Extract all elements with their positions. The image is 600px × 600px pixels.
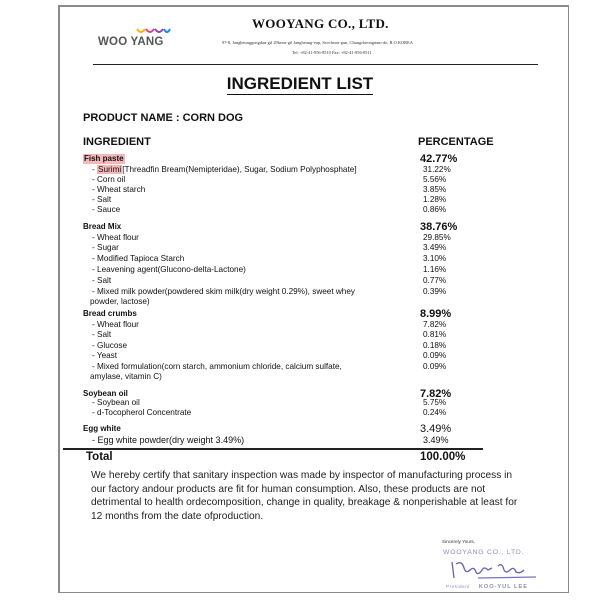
ingredient-percentage: 0.77% xyxy=(423,276,447,285)
ingredient-percentage: 3.49% xyxy=(423,435,449,445)
signature-company: WOOYANG CO., LTD. xyxy=(443,549,525,556)
ingredient-percentage: 3.85% xyxy=(423,185,447,194)
ingredient-percentage: 7.82% xyxy=(423,320,447,329)
ingredient-row: - Egg white powder(dry weight 3.49%) 3.49% xyxy=(92,435,449,445)
ingredient-name: Modified Tapioca Starch xyxy=(97,254,185,263)
ingredient-name: Wheat flour xyxy=(97,233,139,242)
ingredient-percentage: 5.56% xyxy=(423,175,447,184)
ingredient-name: Salt xyxy=(97,195,112,204)
signatory-name: KOO-YUL LEE xyxy=(478,584,528,590)
handwritten-signature-icon xyxy=(448,558,538,582)
ingredient-percentage: 0.09% xyxy=(423,351,447,360)
ingredient-row: - Mixed formulation(corn starch, ammonium chloride, calcium sulfate, 0.09% xyxy=(92,362,447,371)
ingredient-percentage: 0.39% xyxy=(423,287,447,296)
company-name: WOOYANG CO., LTD. xyxy=(252,16,389,31)
ingredient-percentage: 31.22% xyxy=(423,165,451,174)
ingredient-percentage: 3.49% xyxy=(423,243,447,252)
category-row xyxy=(0,154,600,164)
ingredient-row-continued xyxy=(0,372,600,382)
ingredient-name: Wheat flour xyxy=(97,320,139,329)
category-percentage: 7.82% xyxy=(420,388,452,400)
ingredient-row: - Modified Tapioca Starch 3.10% xyxy=(92,254,447,263)
category-name: Bread crumbs xyxy=(83,309,137,318)
ingredient-row: - Wheat flour 7.82% xyxy=(92,320,447,329)
category-name: Bread Mix xyxy=(83,222,122,231)
ingredient-name: Yeast xyxy=(96,351,118,360)
ingredient-name: Sauce xyxy=(97,205,121,214)
ingredient-row: - Salt 0.77% xyxy=(92,276,447,285)
ingredient-percentage: 1.16% xyxy=(423,265,447,274)
ingredient-name: Salt xyxy=(97,276,112,285)
category-row xyxy=(0,309,600,319)
category-row xyxy=(0,222,600,232)
company-address: 97-8, Jangheunggongdan-gil 29beon-gil Jangheung-eup, Seocheon-gun, Chungcheongnam-do, R.O.KOREA xyxy=(222,40,413,45)
ingredient-name: Mixed formulation(corn starch, ammonium chloride, calcium sulfate, xyxy=(97,362,342,371)
ingredient-name: Corn oil xyxy=(97,175,126,184)
product-name: PRODUCT NAME : CORN DOG xyxy=(83,112,244,124)
ingredient-row-continued xyxy=(0,297,600,307)
category-percentage: 8.99% xyxy=(420,308,452,320)
certification-statement: We hereby certify that sanitary inspection was made by inspector of manufacturing process in our factory andour products are fit for human consumption. Also, these products are not detrimental to health ordecomposition, change in quality, breakage & nonperishable at least for 12 months from the date ofproduction. xyxy=(91,470,518,522)
page-title: INGREDIENT LIST xyxy=(226,74,374,93)
ingredient-percentage: 0.18% xyxy=(423,341,447,350)
ingredient-name: Egg white powder(dry weight 3.49%) xyxy=(97,435,245,445)
category-name: Soybean oil xyxy=(83,389,128,398)
ingredient-name: [Threadfin Bream(Nemipteridae), Sugar, Sodium Polyphosphate] xyxy=(122,165,357,174)
closing-text: Sincerely Yours, xyxy=(442,539,475,544)
ingredient-name: Glucose xyxy=(97,341,128,350)
category-percentage: 3.49% xyxy=(420,423,452,435)
signatory-title: President xyxy=(446,584,470,589)
column-header-percentage: PERCENTAGE xyxy=(418,136,494,148)
company-tel-fax: Tel: +82-41-956-8510 Fax: +82-41-956-8511 xyxy=(292,50,372,55)
ingredient-row: - Leavening agent(Glucono-delta-Lactone) 1.16% xyxy=(92,265,447,274)
category-row xyxy=(0,424,600,434)
ingredient-name-continued: powder, lactose) xyxy=(90,297,150,306)
ingredient-row: - Mixed milk powder(powdered skim milk(dry weight 0.29%), sweet whey 0.39% xyxy=(92,287,447,296)
highlighted-term: Surimi xyxy=(98,165,122,174)
ingredient-name-continued: amylase, vitamin C) xyxy=(90,372,162,381)
total-label: Total xyxy=(86,451,113,463)
ingredient-name: d-Tocopherol Concentrate xyxy=(97,408,192,417)
category-percentage: 38.76% xyxy=(420,221,458,233)
total-divider xyxy=(63,448,483,450)
ingredient-name: Salt xyxy=(97,330,112,339)
ingredient-row: - d-Tocopherol Concentrate 0.24% xyxy=(92,408,447,417)
ingredient-percentage: 5.75% xyxy=(423,398,447,407)
ingredient-name: Wheat starch xyxy=(97,185,146,194)
ingredient-percentage: 0.09% xyxy=(423,362,447,371)
ingredient-row: - Sauce 0.86% xyxy=(92,205,447,214)
ingredient-row: - Wheat starch 3.85% xyxy=(92,185,447,194)
ingredient-row: - Glucose 0.18% xyxy=(92,341,447,350)
ingredient-percentage: 0.86% xyxy=(423,205,447,214)
ingredient-row: - Soybean oil 5.75% xyxy=(92,398,447,407)
ingredient-row: - Salt 0.81% xyxy=(92,330,447,339)
ingredient-row: - Yeast 0.09% xyxy=(92,351,447,360)
ingredient-name: Mixed milk powder(powdered skim milk(dry weight 0.29%), sweet whey xyxy=(97,287,356,296)
ingredient-name: Soybean oil xyxy=(97,398,140,407)
ingredient-row: - Wheat flour 29.85% xyxy=(92,233,451,242)
signatory xyxy=(446,584,528,590)
ingredient-percentage: 0.24% xyxy=(423,408,447,417)
ingredient-row: - Salt 1.28% xyxy=(92,195,447,204)
ingredient-percentage: 29.85% xyxy=(423,233,451,242)
ingredient-row: - Corn oil 5.56% xyxy=(92,175,447,184)
ingredient-name: Leavening agent(Glucono-delta-Lactone) xyxy=(97,265,246,274)
ingredient-row: - Sugar 3.49% xyxy=(92,243,447,252)
column-header-ingredient: INGREDIENT xyxy=(83,136,151,148)
ingredient-percentage: 1.28% xyxy=(423,195,447,204)
ingredient-percentage: 3.10% xyxy=(423,254,447,263)
logo-text: WOO YANG xyxy=(98,36,164,48)
category-percentage: 42.77% xyxy=(420,153,458,165)
category-name: Fish paste xyxy=(84,154,124,163)
ingredient-name: Sugar xyxy=(97,243,119,252)
category-name: Egg white xyxy=(83,424,121,433)
ingredient-row: - Surimi[Threadfin Bream(Nemipteridae), Sugar, Sodium Polyphosphate] 31.22% xyxy=(92,165,451,174)
total-percentage: 100.00% xyxy=(420,451,466,463)
ingredient-percentage: 0.81% xyxy=(423,330,447,339)
